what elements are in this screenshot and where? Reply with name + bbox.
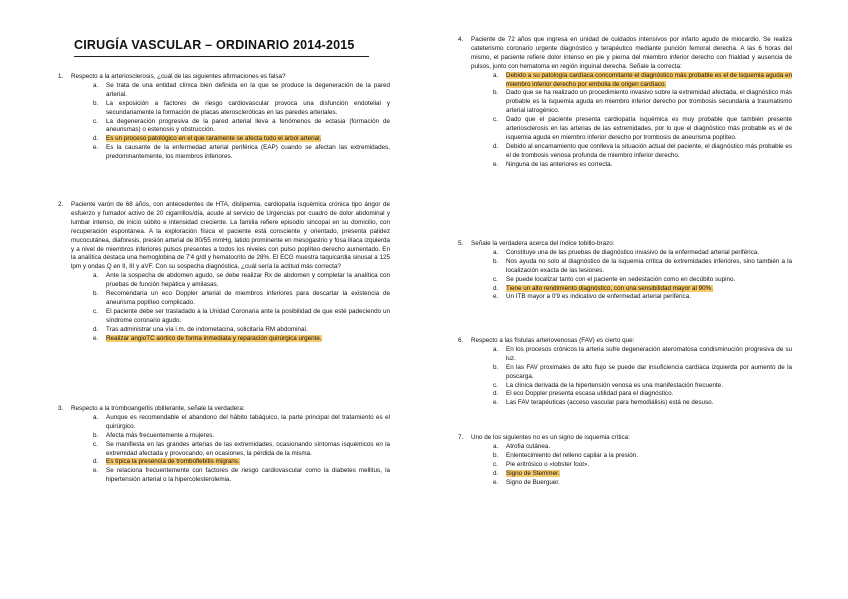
- page-title: CIRUGÍA VASCULAR – ORDINARIO 2014-2015: [74, 38, 355, 52]
- option-d: d. Signo de Stemmer.: [493, 469, 560, 477]
- option-b: b. Enlentecimiento del relleno capilar a la presión.: [493, 451, 638, 459]
- question-6: [458, 337, 792, 408]
- option-c: c. Se puede localizar tanto con el paciente en sedestación como en decúbito supino.: [493, 275, 736, 283]
- question-7: [458, 434, 792, 487]
- options-list: [458, 72, 792, 170]
- option-a: a. Constituye una de las pruebas de diagnóstico invasivo de la enfermedad arterial periférica.: [493, 248, 760, 256]
- question-5: [458, 240, 792, 302]
- option-a: a. En los procesos crónicos la arteria sufre degeneración ateromatosa condisminución progresiva de su luz.: [493, 345, 792, 362]
- options-list: [458, 249, 792, 302]
- option-a: a. Aunque es recomendable el abandono del hábito tabáquico, la parte principal del tratamiento es el quirúrgico.: [93, 413, 390, 430]
- highlighted-answer: Realizar angioTC aórtico de forma inmediata y reparación quirúrgica urgente.: [106, 334, 322, 342]
- option-e: e. Signo de Buerguer.: [493, 478, 560, 486]
- highlighted-answer: Tiene un alto rendimiento diagnóstico, con una sensibilidad mayor al 90%.: [506, 284, 713, 292]
- option-e: e. Realizar angioTC aórtico de forma inmediata y reparación quirúrgica urgente.: [93, 334, 322, 342]
- highlighted-answer: Es un proceso patológico en el que raramente se afecta todo el árbol arterial.: [106, 135, 322, 143]
- question-stem: 1. Respecto a la arteriosclerosis, ¿cuál de las siguientes afirmaciones es falsa?: [58, 73, 286, 80]
- option-e: e. Es la causante de la enfermedad arterial periférica (EAP) cuando se afectan las extremidades, predominantemente, los miembros inferiores.: [93, 144, 390, 161]
- option-a: a. Atrofia cutánea.: [493, 442, 551, 450]
- option-a: a. Debido a su patología cardíaca concomitante el diagnóstico más probable es el de isquemia aguda en miembro inferior derecho por embolia de origen cardíaco.: [493, 71, 792, 88]
- option-a: a. Ante la sospecha de abdomen agudo, se debe realizar Rx de abdomen y completar la analítica con pruebas de función hepática y amilasas.: [93, 272, 390, 289]
- option-d: d. Debido al encamamiento que conlleva la situación actual del paciente, el diagnóstico más probable es el de trombosis venosa profunda de miembro inferior derecho.: [493, 142, 792, 159]
- question-3: [58, 405, 390, 485]
- options-list: [458, 443, 792, 488]
- option-a: a. Se trata de una entidad clínica bien definida en la que se produce la degeneración de la pared arterial.: [93, 81, 390, 98]
- options-list: [58, 272, 390, 343]
- option-d: d. Es típica la presencia de tromboflebitis migrans.: [93, 458, 240, 466]
- highlighted-answer: Signo de Stemmer.: [506, 469, 560, 477]
- option-b: b. En las FAV proximales de alto flujo se puede dar insuficiencia cardíaca izquierda por aumento de la poscarga.: [493, 363, 792, 380]
- option-e: e. Un ITB mayor a 0'9 es indicativo de enfermedad arterial periférica.: [493, 293, 691, 301]
- option-c: c. El paciente debe ser trasladado a la Unidad Coronaria ante la posibilidad de que esté padeciendo un síndrome coronario agudo.: [93, 307, 390, 324]
- option-d: d. Tras administrar una vía i.m. de indometacina, solicitaría RM abdominal.: [93, 325, 308, 333]
- option-b: b. Afecta más frecuentemente a mujeres.: [93, 431, 215, 439]
- options-list: [58, 82, 390, 162]
- title-underline: [74, 56, 369, 57]
- option-e: e. Se relaciona frecuentemente con factores de riesgo cardiovascular como la diabetes mellitus, la hipertensión arterial o la hipercolesterolemia.: [93, 467, 390, 484]
- question-stem: 4. Paciente de 72 años que ingresa en unidad de cuidados intensivos por infarto agudo de miocardio. Se realiza cateterismo coronario urgente diagnóstico y terapéutico mediante punción femoral derecha. A las 6 horas del mismo, el paciente refiere dolor intenso en pie y pierna del miembro inferior derecho con frialdad y ausencia de pulsos, junto con hematoma en región inguinal derecha. Señale la correcta:: [458, 36, 792, 70]
- option-c: c. La clínica derivada de la hipertensión venosa es una manifestación frecuente.: [493, 381, 724, 389]
- question-stem: 5. Señale la verdadera acerca del índice tobillo-brazo:: [458, 240, 615, 247]
- question-4: [458, 36, 792, 170]
- options-list: [58, 414, 390, 485]
- option-c: c. Dado que el paciente presenta cardiopatía isquémica es muy probable que también presente arteriosclerosis en las arterias de las extremidades, por lo que el diagnóstico más probable es el de isquemia aguda en miembro inferior derecho por trombosis de aneurisma poplíteo.: [493, 116, 792, 141]
- options-list: [458, 346, 792, 408]
- option-b: b. Recomendaría un eco Doppler arterial de miembros inferiores para descartar la existencia de aneurisma poplíteo complicado.: [93, 290, 390, 306]
- option-d: d. Es un proceso patológico en el que raramente se afecta todo el árbol arterial.: [93, 135, 322, 143]
- option-c: c. Se manifiesta en las grandes arterias de las extremidades, ocasionando síntomas isquémicos en la extremidad afectada y provocando, en ocasiones, la pérdida de la misma.: [93, 440, 390, 457]
- option-e: e. Ninguna de las anteriores es correcta.: [493, 160, 613, 168]
- option-c: c. Pie eritrósico o «lobster foot».: [493, 460, 590, 468]
- question-stem: 3. Respecto a la tromboangeítis obliterante, señale la verdadera:: [58, 405, 245, 412]
- question-1: [58, 73, 390, 162]
- option-b: b. Dado que se ha realizado un procedimiento invasivo sobre la extremidad afectada, el diagnóstico más probable es la isquemia aguda en miembro inferior derecho por trombosis secundaria a traumatismo arterial iatrogénico.: [493, 89, 792, 115]
- question-stem: 6. Respecto a las fístulas arteriovenosas (FAV) es cierto que:: [458, 337, 635, 344]
- highlighted-answer: Es típica la presencia de tromboflebitis migrans.: [106, 458, 240, 466]
- question-2: [58, 201, 390, 344]
- question-stem: 7. Uno de los siguientes no es un signo de isquemia crítica:: [458, 434, 630, 441]
- highlighted-answer: Debido a su patología cardíaca concomitante el diagnóstico más probable es el de isquemia aguda en miembro inferior derecho por embolia de origen cardíaco.: [506, 71, 792, 88]
- question-stem: 2. Paciente varón de 68 años, con antecedentes de HTA, dislipemia, cardiopatía isquémica crónica tipo ángor de esfuerzo y fumador activo de 20 cigarrillos/día, acude al servicio de Urgencias por cuadro de dolor abdominal y lumbar intenso, de inicio súbito e intensidad creciente. La familia refiere episodio sincopal en su domicilio, con recuperación espontánea. A la exploración física el paciente está consciente y orientado, presenta palidez mucocutánea, diaforesis, presión arterial de 80/55 mmHg, latido prominente en mesogastrio y fosa ilíaca izquierda y a nivel de miembros inferiores pulsos presentes a todos los niveles con pulso poplíteo derecho aumentado. En la analítica destaca una hemoglobina de 7'4 g/dl y hematocrito de 28%. El ECG muestra taquicardia sinusal a 125 lpm y ondas Q en II, III y aVF. Con su sospecha diagnóstica, ¿cuál sería la actitud más correcta?: [58, 201, 390, 271]
- option-c: c. La degeneración progresiva de la pared arterial lleva a fenómenos de ectasia (formación de aneurismas) o estenosis y obstrucción.: [93, 117, 390, 134]
- option-d: d. El eco Doppler presenta escasa utilidad para el diagnóstico.: [493, 390, 674, 398]
- option-e: e. Las FAV terapéuticas (acceso vascular para hemodiálisis) está ne desuso.: [493, 399, 714, 407]
- option-b: b. La exposición a factores de riesgo cardiovascular provoca una disfunción endotelial y secundariamente la formación de placas ateroscleróticas en las paredes arteriales.: [93, 99, 390, 116]
- option-d: d. Tiene un alto rendimiento diagnóstico, con una sensibilidad mayor al 90%.: [493, 284, 713, 292]
- option-b: b. Nos ayuda no solo al diagnóstico de la isquemia crítica de extremidades inferiores, sino también a la localización exacta de las lesiones.: [493, 257, 792, 274]
